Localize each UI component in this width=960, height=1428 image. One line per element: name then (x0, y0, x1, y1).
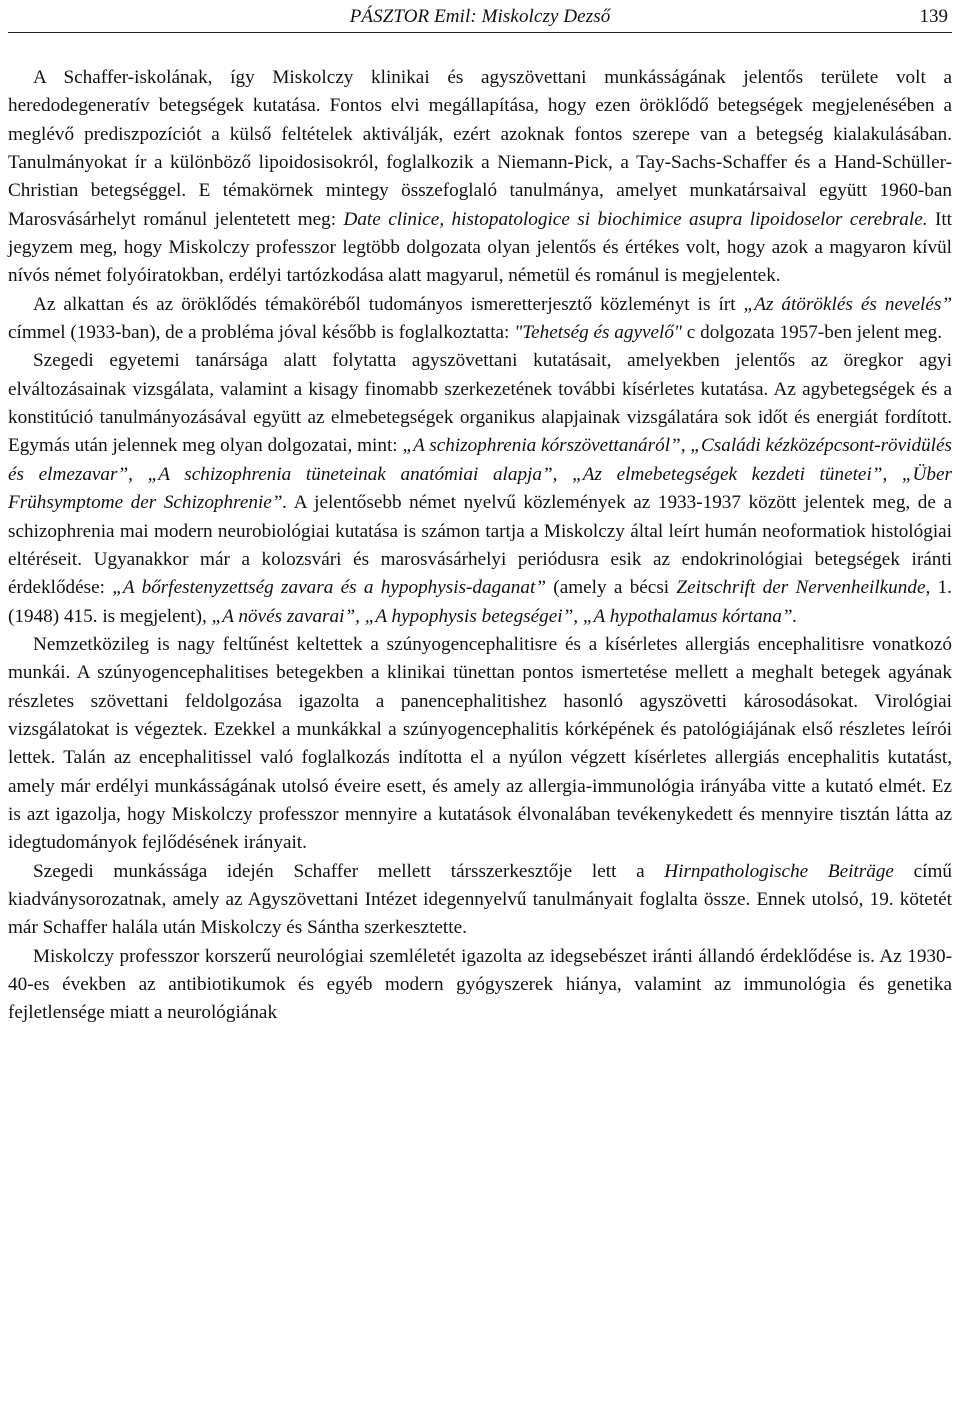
paragraph (8, 631, 952, 858)
italic-text: Hirnpathologische Beiträge (664, 860, 894, 882)
italic-text: "Tehetség és agyvelő" (514, 322, 682, 344)
running-header-title: PÁSZTOR Emil: Miskolczy Dezső (349, 6, 611, 27)
italic-text: Date clinice, histopatologice si biochimice asupra lipoidoselor cerebrale. (343, 208, 928, 230)
text-run: című kiadványsorozatnak, amely az Agyszövettani Intézet idegennyelvű tanulmányait foglalta össze. Ennek utolsó, 19. kötetét már Schaffer halála után Miskolczy és Sántha szerkesztette. (8, 860, 952, 939)
text-run: címmel (1933-ban), de a probléma jóval később is foglalkoztatta: (8, 322, 515, 344)
text-run: (amely a bécsi (546, 577, 677, 599)
text-run: Miskolczy professzor korszerű neurológiai szemléletét igazolta az idegsebészet iránti állandó érdeklődése is. Az 1930-40-es években az antibiotikumok és egyéb modern gyógyszerek hiánya, valamint az immunológia és genetika fejletlensége miatt a neurológiának (8, 945, 952, 1024)
paragraph (8, 858, 952, 943)
text-run: Szegedi egyetemi tanársága alatt folytatta agyszövettani kutatásait, amelyekben jelentős az öregkor agyi elváltozásainak vizsgálata, valamint a kisagy finomabb szerkezetének további kísérletes kutatása. Az agybetegségek és a konstitúció tanulmányozásával együtt az elmebetegségek organikus alapjainak vizsgálatára sok időt és energiát fordított. Egymás után jelennek meg olyan dolgozatai, mint: (8, 350, 952, 457)
text-run: Nemzetközileg is nagy feltűnést keltettek a szúnyogencephalitisre és a kísérletes allergiás encephalitisre vonatkozó munkái. A szúnyogencephalitises betegekben a klinikai tünettan pontos ismertetése mellett a meghalt betegek agyának részletes szövettani feldolgozása igazolta a panencephalitishez hasonló agyszövetti károsodásokat. Virológiai vizsgálatokat is végeztek. Ezekkel a munkákkal a szúnyogencephalitis kórképének és patológiájának első részletes leírói lettek. Talán az encephalitissel való foglalkozás indította el a nyúlon végzett kísérletes allergiás encephalitis kutatást, amely már erdélyi munkásságának utolsó éveire esett, és amely az allergia-immunológia irányába vitte a kutató elmét. Ez is azt igazolja, hogy Miskolczy professzor mennyire a kutatások élvonalában tevékenykedett és mennyire tisztán látta az idegtudományok fejlődésének irányait. (8, 633, 952, 854)
text-run: Itt jegyzem meg, hogy Miskolczy professzor legtöbb dolgozata olyan jelentős és értékes volt, hogy azok a magyaron kívül nívós német folyóiratokban, erdélyi tartózkodása alatt magyarul, németül és románul is megjelentek. (8, 208, 952, 287)
italic-text: Zeitschrift der Nervenheilkunde, (676, 577, 931, 599)
text-run: A Schaffer-iskolának, így Miskolczy klinikai és agyszövettani munkásságának jelentős területe volt a heredodegeneratív betegségek kutatása. Fontos elvi megállapítása, hogy ezen öröklődő betegségek megjelenésében a meglévő prediszpozíciót a külső feltételek aktiválják, ezért azoknak fontos szerepe van a betegség kialakulásában. Tanulmányokat ír a különböző lipoidosisokról, foglalkozik a Niemann-Pick, a Tay-Sachs-Schaffer és a Hand-Schüller-Christian betegséggel. E témakörnek mintegy összefoglaló tanulmánya, amelyet munkatársaival együtt 1960-ban Marosvásárhelyt románul jelentetett meg: (8, 67, 952, 230)
italic-text: „A növés zavarai”, „A hypophysis betegségei”, „A hypothalamus kórtana”. (211, 605, 798, 627)
text-run: 1. (1948) 415. is megjelent), (8, 577, 952, 627)
paragraph (8, 347, 952, 630)
page-number: 139 (919, 6, 948, 27)
italic-text: „A bőrfestenyzettség zavara és a hypophysis-daganat” (112, 577, 546, 599)
text-run: c dolgozata 1957-ben jelent meg. (681, 322, 942, 344)
body-text (8, 64, 952, 1028)
text-run: Az alkattan és az öröklődés témaköréből tudományos ismeretterjesztő közleményt is írt (33, 293, 744, 315)
paragraph (8, 943, 952, 1028)
paragraph (8, 291, 952, 348)
italic-text: „A schizophrenia kórszövettanáról”, „Családi kézközépcsont-rövidülés és elmezavar”, „A schizophrenia tüneteinak anatómiai alapja”, „Az elmebetegségek kezdeti tünetei”, „Über Frühsymptome der Schizophrenie”. (8, 435, 952, 514)
italic-text: „Az átöröklés és nevelés” (743, 293, 952, 315)
text-run: A jelentősebb német nyelvű közlemények az 1933-1937 között jelentek meg, de a schizophrenia mai modern neurobiológiai kutatása is számon tartja a Miskolczy által leírt humán neoformatiok histológiai eltéréseit. Ugyanakkor már a kolozsvári és marosvásárhelyi periódusra esik az endokrinológiai betegségek iránti érdeklődése: (8, 492, 952, 599)
paragraph (8, 64, 952, 291)
text-run: Szegedi munkássága idején Schaffer mellett társszerkesztője lett a (33, 860, 665, 882)
running-header (8, 4, 952, 33)
